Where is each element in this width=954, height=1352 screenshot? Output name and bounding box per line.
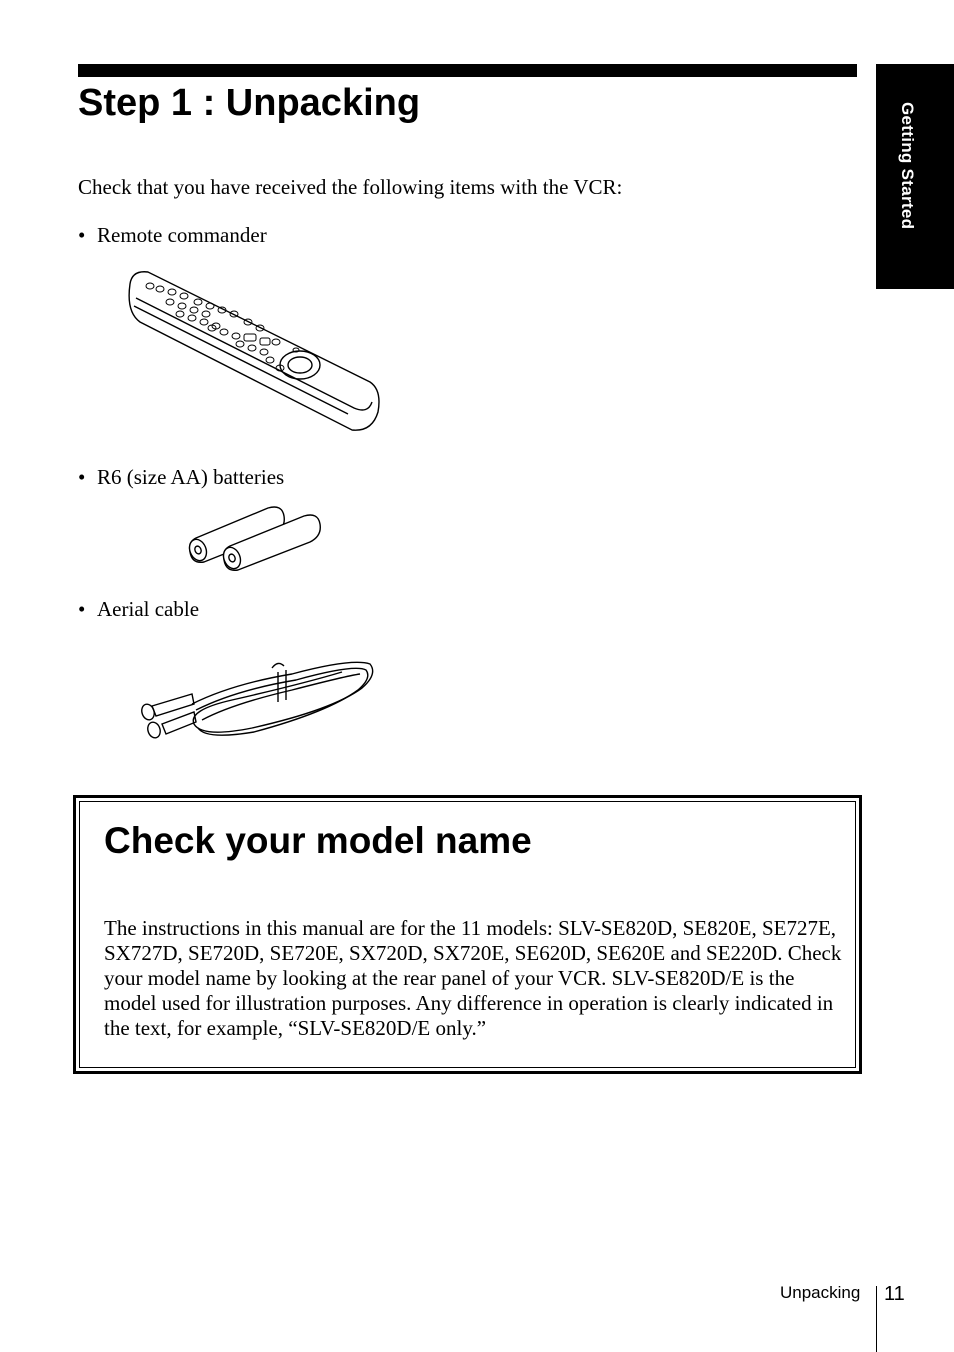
header-rule [78,64,857,77]
item-batteries [78,464,284,490]
item-label: R6 (size AA) batteries [97,465,285,489]
model-box-title: Check your model name [104,820,532,861]
aa-batteries-illustration [186,504,326,572]
footer-rule [876,1286,877,1352]
bullet: • [78,465,86,489]
remote-commander-illustration [120,262,390,440]
item-aerial-cable [78,596,199,622]
bullet: • [78,223,86,247]
page-number: 11 [884,1283,905,1305]
footer-section-label: Unpacking [780,1283,861,1302]
item-remote-commander [78,222,267,248]
side-tab-label: Getting Started [898,102,917,230]
intro-text: Check that you have received the following items with the VCR: [78,175,623,199]
page-title: Step 1 : Unpacking [78,82,421,124]
item-label: Remote commander [97,223,267,247]
item-label: Aerial cable [97,597,200,621]
model-box-body: The instructions in this manual are for the 11 models: SLV-SE820D, SE820E, SE727E, SX727D, SE720D, SE720E, SX720D, SX720E, SE620D, SE620E and SE220D. Check your model name by looking at the rear panel of your VCR. SLV-SE820D/E is the model used for illustration purposes. Any difference in operation is clearly indicated in the text, for example, “SLV-SE820D/E only.” [104,916,842,1040]
bullet: • [78,597,86,621]
aerial-cable-illustration [132,644,382,744]
